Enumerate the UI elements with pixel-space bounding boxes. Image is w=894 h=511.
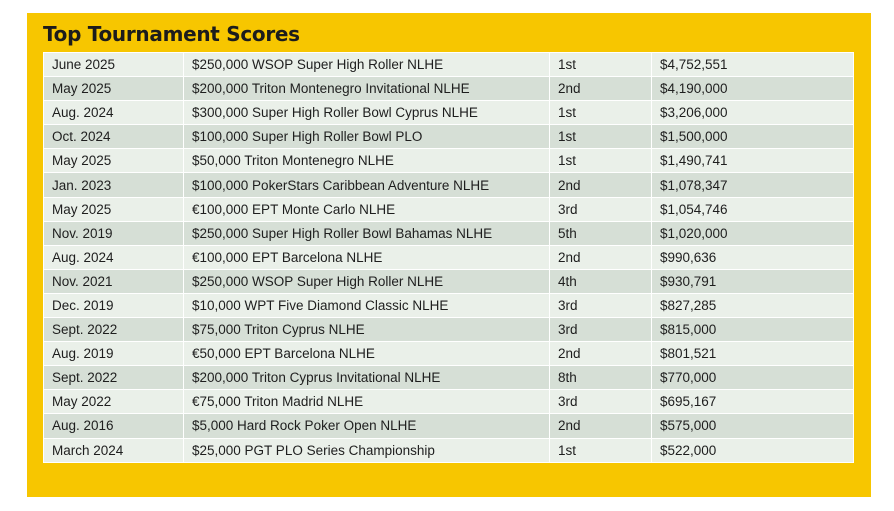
prize-cell: $4,190,000 (652, 77, 854, 101)
event-cell: €75,000 Triton Madrid NLHE (184, 390, 550, 414)
event-cell: $200,000 Triton Cyprus Invitational NLHE (184, 366, 550, 390)
prize-cell: $695,167 (652, 390, 854, 414)
date-cell: Sept. 2022 (44, 366, 184, 390)
table-row (44, 101, 854, 125)
table-row (44, 149, 854, 173)
event-cell: $100,000 Super High Roller Bowl PLO (184, 125, 550, 149)
date-cell: Nov. 2021 (44, 269, 184, 293)
panel-title: Top Tournament Scores (43, 22, 300, 46)
prize-cell: $4,752,551 (652, 53, 854, 77)
event-cell: $250,000 WSOP Super High Roller NLHE (184, 269, 550, 293)
table-row (44, 342, 854, 366)
table-row (44, 77, 854, 101)
date-cell: May 2025 (44, 149, 184, 173)
table-row (44, 53, 854, 77)
date-cell: Nov. 2019 (44, 221, 184, 245)
date-cell: Aug. 2024 (44, 245, 184, 269)
event-cell: $100,000 PokerStars Caribbean Adventure NLHE (184, 173, 550, 197)
date-cell: June 2025 (44, 53, 184, 77)
prize-cell: $770,000 (652, 366, 854, 390)
event-cell: $300,000 Super High Roller Bowl Cyprus NLHE (184, 101, 550, 125)
prize-cell: $801,521 (652, 342, 854, 366)
prize-cell: $990,636 (652, 245, 854, 269)
table-row (44, 197, 854, 221)
prize-cell: $522,000 (652, 438, 854, 462)
table-row (44, 366, 854, 390)
prize-cell: $1,500,000 (652, 125, 854, 149)
event-cell: $50,000 Triton Montenegro NLHE (184, 149, 550, 173)
place-cell: 1st (550, 149, 652, 173)
prize-cell: $1,054,746 (652, 197, 854, 221)
date-cell: Sept. 2022 (44, 318, 184, 342)
place-cell: 2nd (550, 414, 652, 438)
table-row (44, 414, 854, 438)
event-cell: €100,000 EPT Barcelona NLHE (184, 245, 550, 269)
place-cell: 2nd (550, 342, 652, 366)
prize-cell: $575,000 (652, 414, 854, 438)
scores-table (43, 52, 854, 463)
table-row (44, 438, 854, 462)
place-cell: 2nd (550, 173, 652, 197)
table-row (44, 390, 854, 414)
table-row (44, 269, 854, 293)
table-row (44, 293, 854, 317)
place-cell: 3rd (550, 293, 652, 317)
prize-cell: $1,078,347 (652, 173, 854, 197)
event-cell: $25,000 PGT PLO Series Championship (184, 438, 550, 462)
date-cell: Aug. 2016 (44, 414, 184, 438)
event-cell: $5,000 Hard Rock Poker Open NLHE (184, 414, 550, 438)
event-cell: €50,000 EPT Barcelona NLHE (184, 342, 550, 366)
prize-cell: $3,206,000 (652, 101, 854, 125)
date-cell: March 2024 (44, 438, 184, 462)
event-cell: $75,000 Triton Cyprus NLHE (184, 318, 550, 342)
date-cell: May 2025 (44, 77, 184, 101)
date-cell: May 2022 (44, 390, 184, 414)
scores-table-body (44, 53, 854, 463)
prize-cell: $930,791 (652, 269, 854, 293)
place-cell: 2nd (550, 77, 652, 101)
table-row (44, 245, 854, 269)
prize-cell: $815,000 (652, 318, 854, 342)
place-cell: 3rd (550, 197, 652, 221)
date-cell: Aug. 2024 (44, 101, 184, 125)
place-cell: 1st (550, 101, 652, 125)
place-cell: 5th (550, 221, 652, 245)
scores-panel (27, 13, 871, 497)
table-row (44, 125, 854, 149)
place-cell: 8th (550, 366, 652, 390)
prize-cell: $1,020,000 (652, 221, 854, 245)
table-row (44, 318, 854, 342)
place-cell: 3rd (550, 390, 652, 414)
event-cell: $10,000 WPT Five Diamond Classic NLHE (184, 293, 550, 317)
place-cell: 2nd (550, 245, 652, 269)
event-cell: $250,000 Super High Roller Bowl Bahamas NLHE (184, 221, 550, 245)
table-row (44, 173, 854, 197)
place-cell: 1st (550, 125, 652, 149)
event-cell: €100,000 EPT Monte Carlo NLHE (184, 197, 550, 221)
place-cell: 3rd (550, 318, 652, 342)
place-cell: 1st (550, 438, 652, 462)
date-cell: May 2025 (44, 197, 184, 221)
table-row (44, 221, 854, 245)
date-cell: Dec. 2019 (44, 293, 184, 317)
date-cell: Jan. 2023 (44, 173, 184, 197)
place-cell: 1st (550, 53, 652, 77)
event-cell: $200,000 Triton Montenegro Invitational NLHE (184, 77, 550, 101)
prize-cell: $1,490,741 (652, 149, 854, 173)
date-cell: Aug. 2019 (44, 342, 184, 366)
date-cell: Oct. 2024 (44, 125, 184, 149)
event-cell: $250,000 WSOP Super High Roller NLHE (184, 53, 550, 77)
prize-cell: $827,285 (652, 293, 854, 317)
place-cell: 4th (550, 269, 652, 293)
